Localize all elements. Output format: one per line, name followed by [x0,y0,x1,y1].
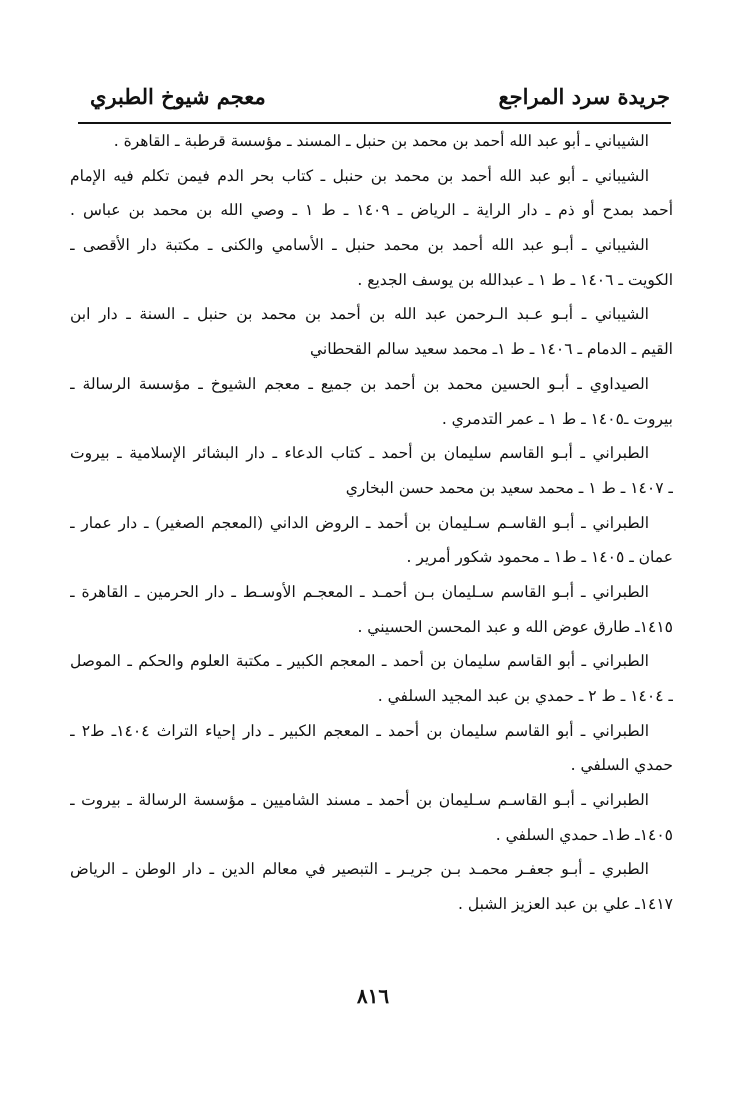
reference-line: حمدي السلفي . [570,756,673,775]
reference-line: عمان ـ ١٤٠٥ ـ ط١ ـ محمود شكور أمرير . [406,548,673,567]
reference-line: أحمد بمدح أو ذم ـ دار الراية ـ الرياض ـ ١٤٠٩ ـ ط ١ ـ وصي الله بن محمد بن عباس . [70,201,673,220]
running-header [78,84,670,120]
references-list [70,124,673,922]
reference-line: الطبراني ـ أبـو القاسـم سـليمان بن أحمد ـ الروض الداني (المعجم الصغير) ـ دار عمار ـ [70,513,649,532]
header-left-title: معجم شيوخ الطبري [90,84,266,109]
reference-line: الطبراني ـ أبـو القاسم سليمان بن أحمد ـ كتاب الدعاء ـ دار البشائر الإسلامية ـ بيروت [70,444,649,463]
reference-line: الطبراني ـ أبو القاسم سليمان بن أحمد ـ المعجم الكبير ـ مكتبة العلوم والحكم ـ الموصل [70,652,649,671]
reference-line: ١٤١٧ـ علي بن عبد العزيز الشبل . [457,895,673,914]
page-number: ٨١٦ [356,984,390,1008]
reference-line: الشيباني ـ أبو عبد الله أحمد بن محمد بن حنبل ـ كتاب بحر الدم فيمن تكلم فيه الإمام [70,166,649,185]
reference-line: ١٤١٥ـ طارق عوض الله و عبد المحسن الحسيني . [357,617,673,636]
reference-line: الشيباني ـ أبـو عبد الله أحمد بن محمد حنبل ـ الأسامي والكنى ـ مكتبة دار الأقصى ـ [70,236,649,255]
reference-line: الصيداوي ـ أبـو الحسين محمد بن أحمد بن جميع ـ معجم الشيوخ ـ مؤسسة الرسالة ـ [70,374,649,393]
reference-line: الطبراني ـ أبو القاسم سليمان بن أحمد ـ المعجم الكبير ـ دار إحياء التراث ١٤٠٤ـ ط٢ ـ [70,721,650,740]
reference-line: ـ ١٤٠٧ ـ ط ١ ـ محمد سعيد بن محمد حسن البخاري [345,478,673,497]
reference-line: الطبراني ـ أبـو القاسـم سـليمان بن أحمد ـ مسند الشاميين ـ مؤسسة الرسالة ـ بيروت ـ [70,791,649,810]
reference-line: الكويت ـ ١٤٠٦ ـ ط ١ ـ عبدالله بن يوسف الجديع . [357,270,673,289]
reference-line: الشيباني ـ أبـو عـبد الـرحمن عبد الله بن أحمد بن محمد بن حنبل ـ السنة ـ دار ابن [70,305,649,324]
reference-line: الطبراني ـ أبـو القاسم سـليمان بـن أحمـد ـ المعجـم الأوسـط ـ دار الحرمين ـ القاهرة ـ [70,582,649,601]
reference-line: الشيباني ـ أبو عبد الله أحمد بن محمد بن حنبل ـ المسند ـ مؤسسة قرطبة ـ القاهرة . [113,132,649,150]
reference-line: الطبري ـ أبـو جعفـر محمـد بـن جريـر ـ التبصير في معالم الدين ـ دار الوطن ـ الرياض [70,860,649,879]
header-right-title: جريدة سرد المراجع [498,84,670,109]
reference-line: بيروت ـ١٤٠٥ ـ ط ١ ـ عمر التدمري . [441,409,673,428]
reference-line: ـ ١٤٠٤ ـ ط ٢ ـ حمدي بن عبد المجيد السلفي . [377,687,673,705]
reference-line: ١٤٠٥ـ ط١ـ حمدي السلفي . [495,825,673,844]
reference-line: القيم ـ الدمام ـ ١٤٠٦ ـ ط ١ـ محمد سعيد سالم القحطاني [310,340,673,359]
